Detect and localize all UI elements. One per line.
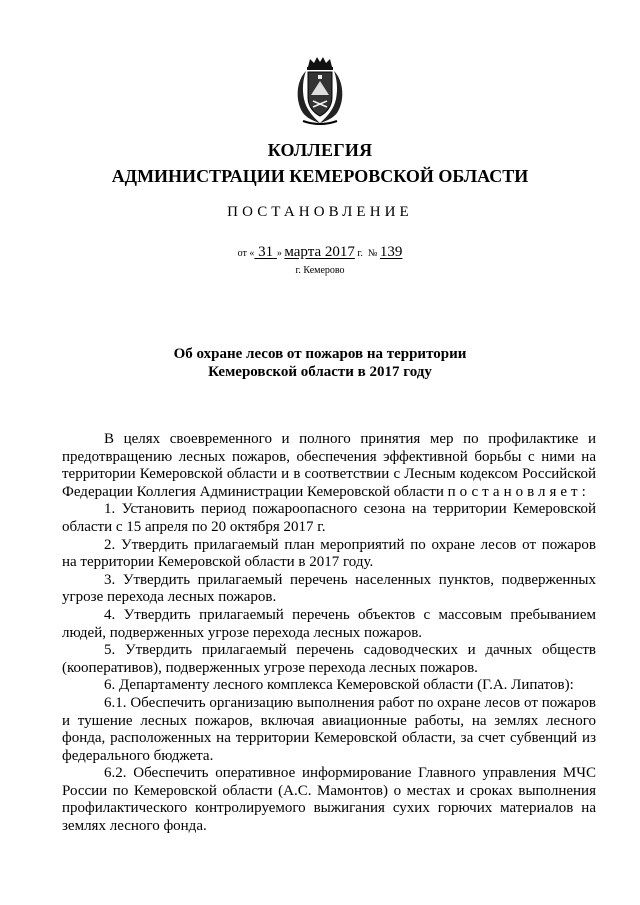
- title-line1: Об охране лесов от пожаров на территории: [173, 346, 467, 362]
- date-suffix: г.: [357, 248, 363, 259]
- date-month-year: марта 2017: [284, 244, 355, 260]
- date-mid: »: [276, 248, 282, 259]
- coat-of-arms-icon: [293, 55, 347, 127]
- item-6-1: 6.1. Обеспечить организацию выполнения работ по охране лесов от пожаров и тушение лесных пожаров, включая авиационные работы, на землях лесного фонда, расположенных на территории Кемеровской области, за счет субвенций из федерального бюджета.: [62, 694, 596, 764]
- decree-word: постановляет:: [447, 483, 590, 500]
- item-4: 4. Утвердить прилагаемый перечень объектов с массовым пребыванием людей, подверженных угрозе перехода лесных пожаров.: [62, 606, 596, 641]
- item-3: 3. Утвердить прилагаемый перечень населенных пунктов, подверженных угрозе перехода лесных пожаров.: [62, 571, 596, 606]
- item-6: 6. Департаменту лесного комплекса Кемеровской области (Г.А. Липатов):: [104, 677, 574, 694]
- intro-paragraph: В целях своевременного и полного принятия мер по профилактике и предотвращению лесных пожаров, обеспечения эффективной борьбы с ними на территории Кемеровской области и в соответствии с Лесным кодексом Российской Федерации Коллегия Администрации Кемеровской области постановляет:: [62, 431, 596, 500]
- document-number: 139: [379, 244, 403, 260]
- org-name-line2: АДМИНИСТРАЦИИ КЕМЕРОВСКОЙ ОБЛАСТИ: [111, 166, 529, 186]
- document-city: г. Кемерово: [295, 265, 345, 276]
- date-day: 31: [258, 244, 274, 260]
- title-line2: Кемеровской области в 2017 году: [208, 364, 432, 380]
- date-prefix: от «: [237, 248, 255, 259]
- document-date-line: [0, 244, 640, 261]
- item-2: 2. Утвердить прилагаемый план мероприятий по охране лесов от пожаров на территории Кемеровской области в 2017 году.: [62, 536, 596, 571]
- document-body: [62, 431, 596, 836]
- document-type: ПОСТАНОВЛЕНИЕ: [227, 204, 413, 220]
- number-label: №: [367, 248, 378, 259]
- org-name-line1: КОЛЛЕГИЯ: [267, 140, 373, 160]
- document-title: [0, 345, 640, 381]
- item-5: 5. Утвердить прилагаемый перечень садоводческих и дачных обществ (кооперативов), подверженных угрозе перехода лесных пожаров.: [62, 642, 596, 676]
- item-6-2: 6.2. Обеспечить оперативное информирование Главного управления МЧС России по Кемеровской области (А.С. Мамонтов) о местах и сроках выполнения профилактического контролируемого выжигания сухих горючих материалов на землях лесного фонда.: [62, 765, 596, 835]
- item-1: 1. Установить период пожароопасного сезона на территории Кемеровской области с 15 апреля по 20 октября 2017 г.: [62, 501, 596, 535]
